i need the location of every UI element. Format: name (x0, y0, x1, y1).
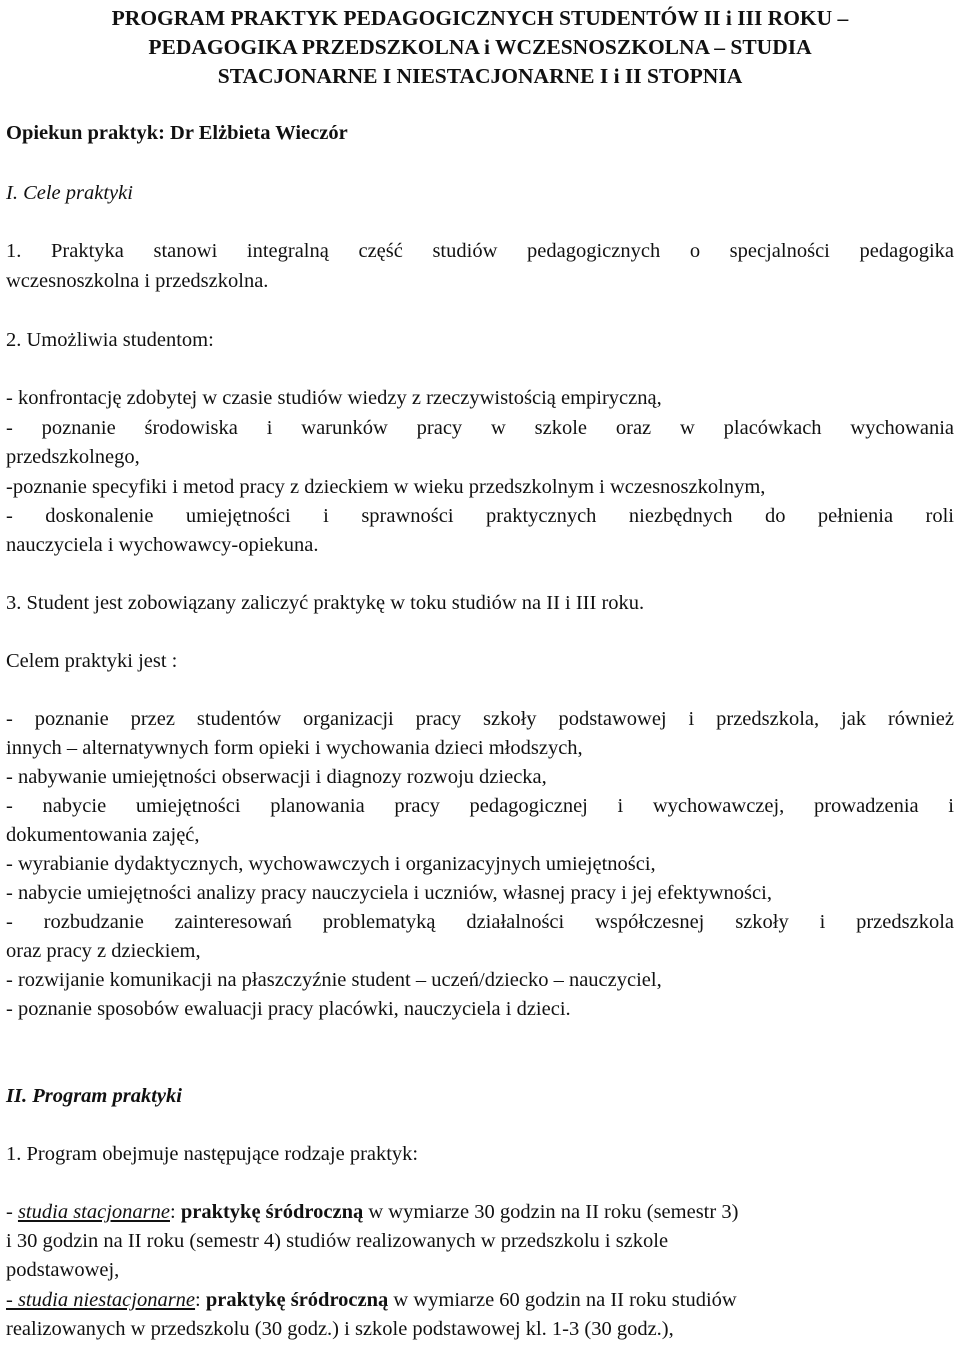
bullet-1: - konfrontację zdobytej w czasie studiów wiedzy z rzeczywistością empiryczną, (6, 387, 662, 409)
goal-5: - nabycie umiejętności analizy pracy nauczyciela i uczniów, własnej pracy i jej efektywności, (6, 882, 772, 904)
stationary-line-1 (6, 1199, 738, 1225)
goal-6-line-1: - rozbudzanie zainteresowań problematyką działalności współczesnej szkoły i przedszkola (6, 911, 954, 933)
stationary-practice-details: w wymiarze 30 godzin na II roku (semestr 3) (363, 1201, 739, 1223)
bullet-4-line-1: - doskonalenie umiejętności i sprawności praktycznych niezbędnych do pełnienia roli (6, 505, 954, 527)
title-line-3: STACJONARNE I NIESTACJONARNE I i II STOPNIA (217, 64, 743, 88)
bullet-2-line-1: - poznanie środowiska i warunków pracy w szkole oraz w placówkach wychowania (6, 417, 954, 439)
goal-3-line-1: - nabycie umiejętności planowania pracy pedagogicznej i wychowawczej, prowadzenia i (6, 795, 954, 817)
goal-1-line-1: - poznanie przez studentów organizacji pracy szkoły podstawowej i przedszkola, jak również (6, 708, 954, 730)
part-time-colon: : (195, 1289, 206, 1311)
point-3: 3. Student jest zobowiązany zaliczyć praktykę w toku studiów na II i III roku. (6, 592, 645, 614)
goals-intro: Celem praktyki jest : (6, 650, 178, 672)
stationary-dash: - (6, 1201, 18, 1223)
bullet-3: -poznanie specyfiki i metod pracy z dzieckiem w wieku przedszkolnym i wczesnoszkolnym, (6, 476, 766, 498)
section-2-heading: II. Program praktyki (6, 1085, 182, 1107)
bullet-2-line-2: przedszkolnego, (6, 446, 140, 468)
stationary-practice-type: praktykę śródroczną (180, 1201, 364, 1223)
stationary-colon: : (170, 1201, 181, 1223)
bullet-4-line-2: nauczyciela i wychowawcy-opiekuna. (6, 534, 319, 556)
stationary-line-2: i 30 godzin na II roku (semestr 4) studiów realizowanych w przedszkolu i szkole (6, 1230, 669, 1252)
document-title (0, 4, 960, 91)
part-time-practice-type: praktykę śródroczną (205, 1289, 389, 1311)
title-line-1: PROGRAM PRAKTYK PEDAGOGICZNYCH STUDENTÓW II i III ROKU – (111, 6, 849, 30)
goal-7: - rozwijanie komunikacji na płaszczyźnie student – uczeń/dziecko – nauczyciel, (6, 969, 662, 991)
goal-4: - wyrabianie dydaktycznych, wychowawczych i organizacyjnych umiejętności, (6, 853, 656, 875)
goal-2: - nabywanie umiejętności obserwacji i diagnozy rozwoju dziecka, (6, 766, 547, 788)
section-1-heading: I. Cele praktyki (6, 182, 133, 204)
program-intro: 1. Program obejmuje następujące rodzaje praktyk: (6, 1143, 419, 1165)
stationary-line-3: podstawowej, (6, 1259, 120, 1281)
goal-6-line-2: oraz pracy z dzieckiem, (6, 940, 201, 962)
goal-3-line-2: dokumentowania zajęć, (6, 824, 200, 846)
stationary-mode: studia stacjonarne (17, 1201, 170, 1223)
part-time-line-1 (6, 1287, 737, 1313)
supervisor-line: Opiekun praktyk: Dr Elżbieta Wieczór (6, 122, 348, 144)
point-1-line-1: 1. Praktyka stanowi integralną część studiów pedagogicznych o specjalności pedagogika (6, 240, 954, 262)
part-time-practice-details: w wymiarze 60 godzin na II roku studiów (388, 1289, 737, 1311)
part-time-mode: - studia niestacjonarne (6, 1289, 196, 1311)
part-time-line-2: realizowanych w przedszkolu (30 godz.) i szkole podstawowej kl. 1-3 (30 godz.), (6, 1318, 674, 1340)
point-1-line-2: wczesnoszkolna i przedszkolna. (6, 270, 269, 292)
goal-8: - poznanie sposobów ewaluacji pracy placówki, nauczyciela i dzieci. (6, 998, 571, 1020)
point-2: 2. Umożliwia studentom: (6, 329, 214, 351)
title-line-2: PEDAGOGIKA PRZEDSZKOLNA i WCZESNOSZKOLNA – STUDIA (148, 35, 812, 59)
goal-1-line-2: innych – alternatywnych form opieki i wychowania dzieci młodszych, (6, 737, 583, 759)
